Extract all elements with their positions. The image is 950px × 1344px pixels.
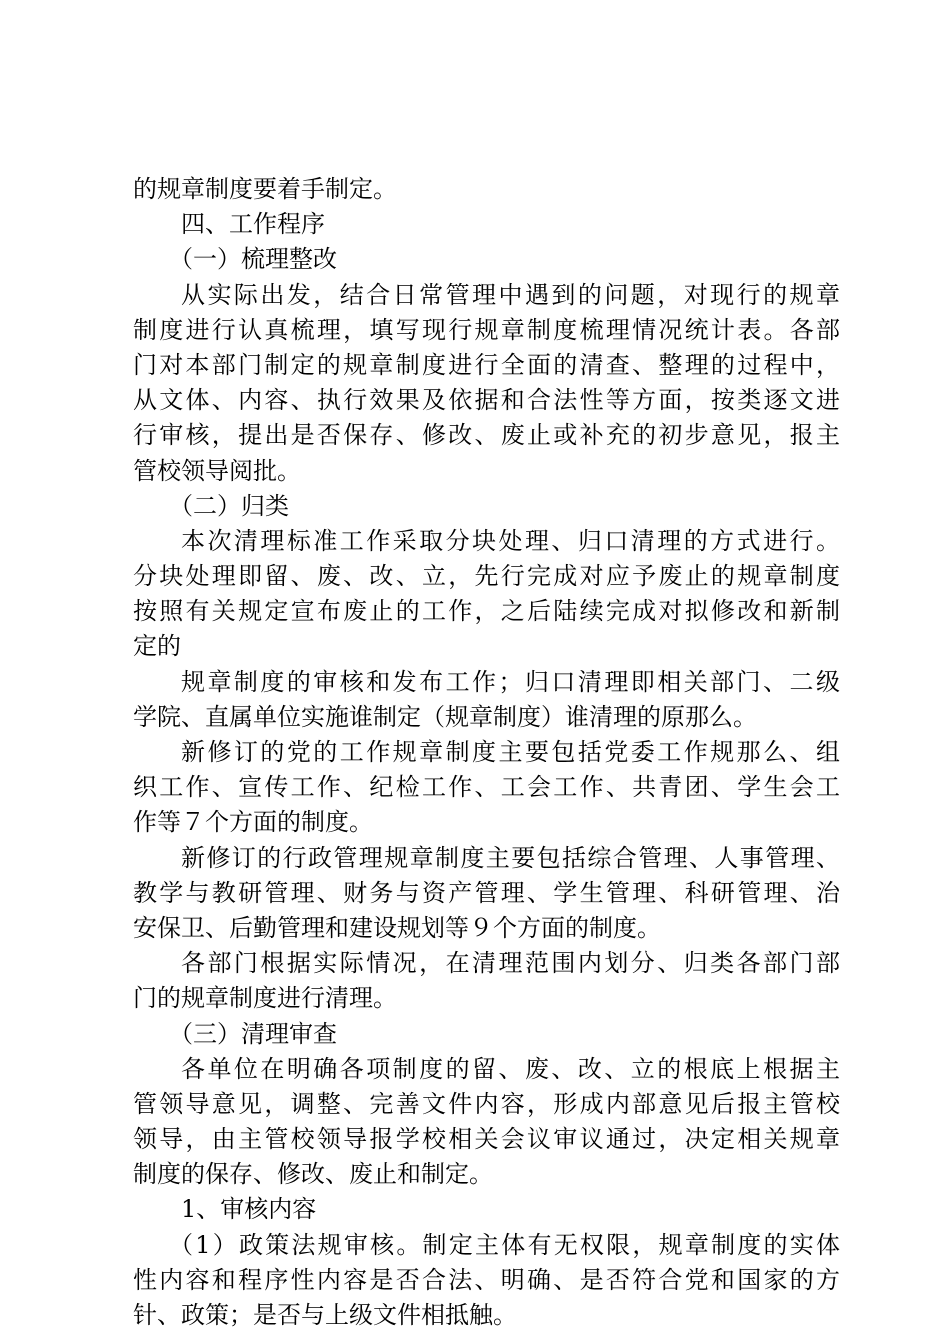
text-line: 作等７个方面的制度。: [133, 808, 373, 837]
text-line: 1、审核内容: [181, 1195, 317, 1224]
text-line: 门的规章制度进行清理。: [133, 984, 397, 1013]
text-line: 新修订的行政管理规章制度主要包括综合管理、人事管理、: [181, 843, 840, 872]
text-line: 按照有关规定宣布废止的工作，之后陆续完成对拟修改和新制: [133, 597, 840, 626]
text-line: 性内容和程序性内容是否合法、明确、是否符合党和国家的方: [133, 1265, 840, 1294]
text-line: 针、政策；是否与上级文件相抵触。: [133, 1301, 517, 1329]
text-line: 分块处理即留、废、改、立，先行完成对应予废止的规章制度: [133, 562, 840, 591]
text-line: 制度的保存、修改、废止和制定。: [133, 1160, 493, 1189]
text-line: 定的: [133, 632, 181, 661]
text-line: 织工作、宣传工作、纪检工作、工会工作、共青团、学生会工: [133, 773, 840, 802]
text-line: 从文体、内容、执行效果及依据和合法性等方面，按类逐文进: [133, 386, 840, 415]
text-line: （一）梳理整改: [169, 245, 337, 274]
text-line: 各部门根据实际情况，在清理范围内划分、归类各部门部: [181, 949, 840, 978]
text-line: 规章制度的审核和发布工作；归口清理即相关部门、二级: [181, 667, 840, 696]
text-line: 四、工作程序: [181, 210, 325, 239]
text-line: 新修订的党的工作规章制度主要包括党委工作规那么、组: [181, 738, 840, 766]
text-line: 管领导意见，调整、完善文件内容，形成内部意见后报主管校: [133, 1089, 840, 1118]
text-line: 管校领导阅批。: [133, 456, 301, 485]
text-line: 行审核，提出是否保存、修改、废止或补充的初步意见，报主: [133, 421, 840, 450]
text-line: 的规章制度要着手制定。: [133, 175, 397, 203]
text-line: 制度进行认真梳理，填写现行规章制度梳理情况统计表。各部: [133, 315, 840, 344]
text-line: （1）政策法规审核。制定主体有无权限，规章制度的实体: [169, 1230, 840, 1259]
text-line: 从实际出发，结合日常管理中遇到的问题，对现行的规章: [181, 280, 840, 309]
text-line: 门对本部门制定的规章制度进行全面的清查、整理的过程中，: [133, 350, 840, 379]
text-line: 学院、直属单位实施谁制定（规章制度）谁清理的原那么。: [133, 702, 757, 731]
text-line: 领导，由主管校领导报学校相关会议审议通过，决定相关规章: [133, 1125, 840, 1154]
text-line: 教学与教研管理、财务与资产管理、学生管理、科研管理、治: [133, 878, 840, 907]
text-line: 本次清理标准工作采取分块处理、归口清理的方式进行。: [181, 526, 840, 555]
text-line: 各单位在明确各项制度的留、废、改、立的根底上根据主: [181, 1054, 840, 1083]
text-line: （三）清理审查: [169, 1019, 337, 1048]
text-line: 安保卫、后勤管理和建设规划等９个方面的制度。: [133, 913, 661, 942]
text-line: （二）归类: [169, 491, 289, 520]
